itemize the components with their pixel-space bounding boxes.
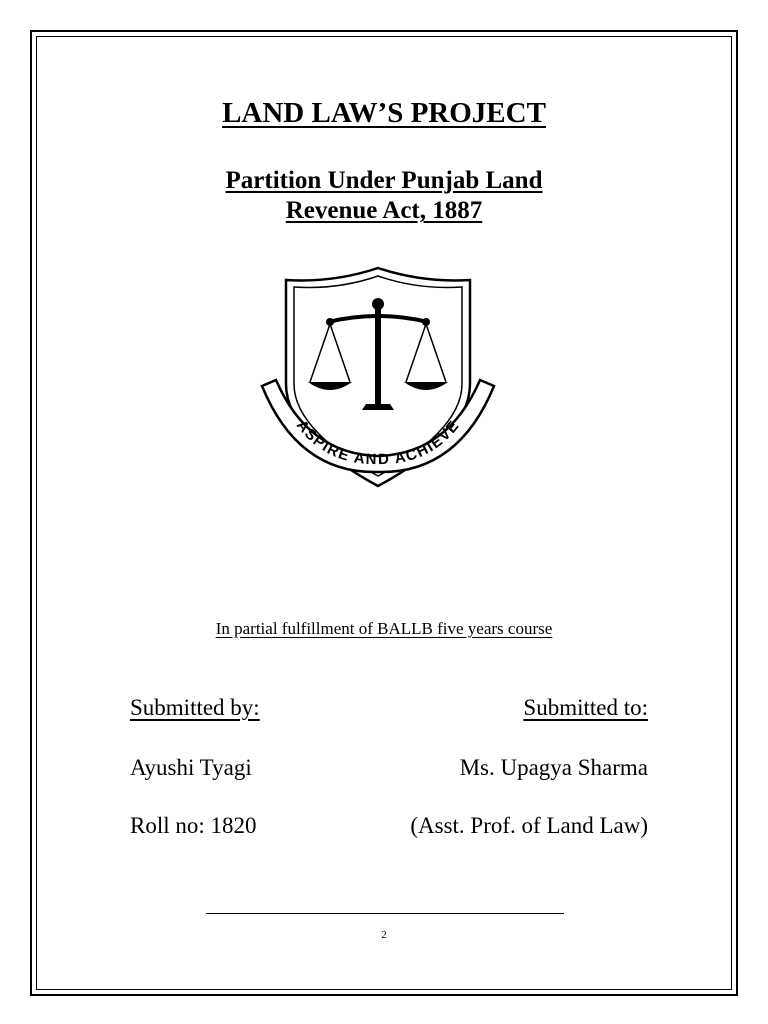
student-name: Ayushi Tyagi (130, 755, 252, 780)
project-title: LAND LAW’S PROJECT (222, 97, 546, 129)
submission-names-row (0, 755, 768, 785)
submitted-by-label: Submitted by: (130, 695, 260, 720)
professor-designation: (Asst. Prof. of Land Law) (410, 813, 648, 838)
project-subtitle (0, 166, 768, 226)
scales-of-justice-emblem-icon (258, 264, 498, 494)
footer-divider (206, 913, 564, 914)
submission-labels-row (0, 695, 768, 725)
fulfillment-statement: In partial fulfillment of BALLB five years course (215, 619, 553, 638)
subtitle-line-2: Revenue Act, 1887 (285, 197, 483, 224)
submission-details-row (0, 813, 768, 843)
page-number: 2 (381, 929, 387, 941)
emblem-motto: ASPIRE AND ACHIEVE (292, 416, 464, 469)
roll-number: Roll no: 1820 (130, 813, 257, 838)
professor-name: Ms. Upagya Sharma (459, 755, 648, 780)
subtitle-line-1: Partition Under Punjab Land (225, 167, 543, 194)
submitted-to-label: Submitted to: (523, 695, 648, 720)
